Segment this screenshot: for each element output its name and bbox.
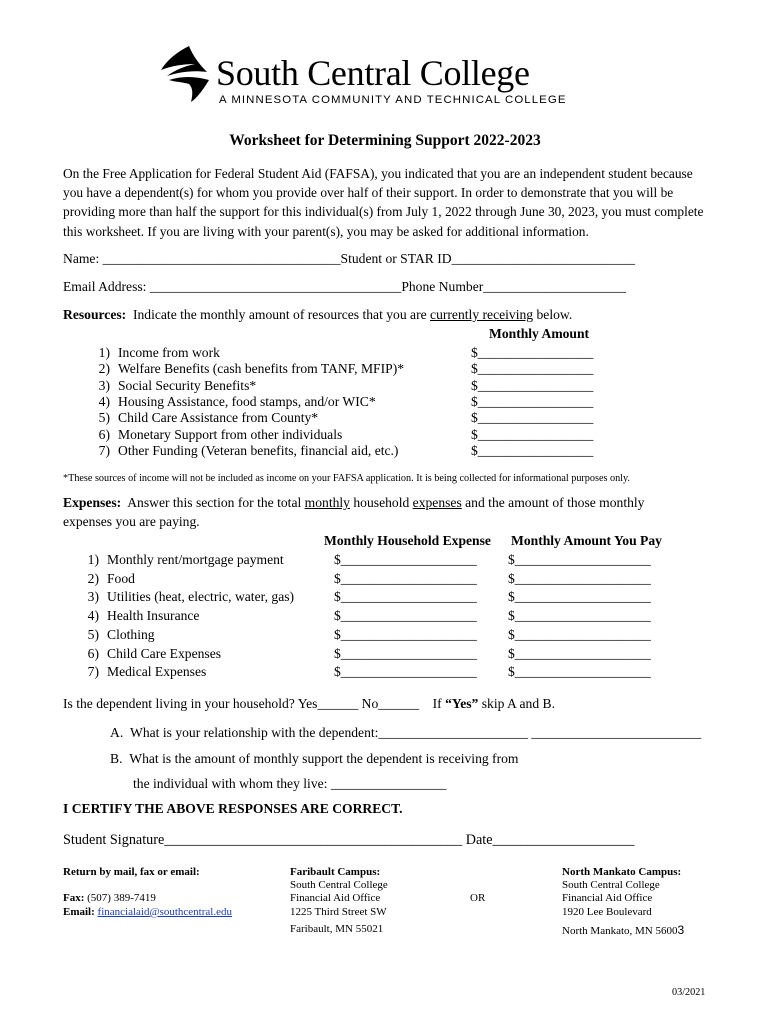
- resource-amount-field[interactable]: $_________________: [471, 427, 594, 442]
- resources-instructions: [63, 307, 572, 323]
- resource-amount-field[interactable]: $_________________: [471, 410, 594, 425]
- expense-row: 5) Clothing: [87, 627, 155, 642]
- signature-date-field[interactable]: Student Signature__________________________________________ Date____________________: [63, 832, 635, 848]
- expenses-heading: Expenses:: [63, 495, 122, 510]
- question-b: B. What is the amount of monthly support the dependent is receiving from: [110, 751, 519, 766]
- resource-row: 1) Income from work: [98, 345, 220, 360]
- expense-pay-field[interactable]: $____________________: [508, 646, 651, 661]
- page-title: Worksheet for Determining Support 2022-2023: [229, 132, 541, 149]
- resource-amount-field[interactable]: $_________________: [471, 361, 594, 376]
- resources-footnote: *These sources of income will not be included as income on your FAFSA application. It is being collected for informational purposes only.: [63, 473, 630, 484]
- name-id-field[interactable]: Name: ___________________________________Student or STAR ID___________________________: [63, 251, 636, 266]
- expense-household-field[interactable]: $____________________: [334, 589, 477, 604]
- email-line: Email: financialaid@southcentral.edu: [63, 906, 232, 918]
- expense-pay-field[interactable]: $____________________: [508, 627, 651, 642]
- resource-row: 4) Housing Assistance, food stamps, and/or WIC*: [98, 394, 376, 409]
- intro-paragraph: On the Free Application for Federal Student Aid (FAFSA), you indicated that you are an independent student because you have a dependent(s) for whom you provide over half of their support. In order to demonstrate that you will be providing more than half the support for this individual(s) from July 1, 2022 through June 30, 2023, you must complete this worksheet. If you are living with your parent(s), you may be asked for additional information.: [63, 166, 704, 239]
- expense-row: 1) Monthly rent/mortgage payment: [87, 552, 284, 567]
- resource-row: 2) Welfare Benefits (cash benefits from TANF, MFIP)*: [98, 361, 405, 376]
- resource-row: 7) Other Funding (Veteran benefits, financial aid, etc.): [98, 443, 399, 458]
- resources-heading: Resources:: [63, 307, 127, 322]
- return-label: Return by mail, fax or email:: [63, 866, 200, 878]
- fax-line: Fax: (507) 389-7419: [63, 892, 156, 904]
- resources-text-after: below.: [533, 307, 573, 322]
- expense-household-field[interactable]: $____________________: [334, 664, 477, 679]
- form-date-code: 03/2021: [672, 987, 706, 998]
- resource-amount-field[interactable]: $_________________: [471, 443, 594, 458]
- expenses-instructions: Expenses: Answer this section for the total monthly household expenses and the amount of those monthly: [63, 495, 645, 510]
- resource-row: 3) Social Security Benefits*: [98, 378, 257, 393]
- expense-household-field[interactable]: $____________________: [334, 552, 477, 567]
- expense-pay-field[interactable]: $____________________: [508, 589, 651, 604]
- expenses-instructions-line2: expenses you are paying.: [63, 514, 200, 529]
- logo-college-name: South Central College: [216, 53, 530, 93]
- resource-row: 5) Child Care Assistance from County*: [98, 410, 319, 425]
- question-a[interactable]: A. What is your relationship with the dependent:______________________ _________________________: [110, 725, 702, 740]
- expense-row: 6) Child Care Expenses: [87, 646, 222, 661]
- expense-pay-field[interactable]: $____________________: [508, 664, 651, 679]
- expense-pay-field[interactable]: $____________________: [508, 552, 651, 567]
- expense-household-field[interactable]: $____________________: [334, 608, 477, 623]
- expense-row: 3) Utilities (heat, electric, water, gas): [87, 589, 295, 604]
- resource-amount-field[interactable]: $_________________: [471, 378, 594, 393]
- resources-text-before: Indicate the monthly amount of resources that you are: [132, 307, 431, 322]
- expense-row: 4) Health Insurance: [87, 608, 200, 623]
- expense-row: 2) Food: [87, 571, 135, 586]
- expense-pay-field[interactable]: $____________________: [508, 571, 651, 586]
- resource-row: 6) Monetary Support from other individuals: [98, 427, 343, 442]
- logo-subtitle: A MINNESOTA COMMUNITY AND TECHNICAL COLLEGE: [219, 94, 567, 106]
- resources-text-underlined: currently receiving: [430, 307, 534, 322]
- expense-household-field[interactable]: $____________________: [334, 571, 477, 586]
- logo-mark-icon: [159, 44, 215, 104]
- certify-statement: I CERTIFY THE ABOVE RESPONSES ARE CORRECT.: [63, 801, 403, 816]
- or-separator: OR: [470, 892, 486, 904]
- expense-pay-field[interactable]: $____________________: [508, 608, 651, 623]
- expense-household-field[interactable]: $____________________: [334, 646, 477, 661]
- amount-you-pay-header: Monthly Amount You Pay: [511, 533, 662, 548]
- expense-household-field[interactable]: $____________________: [334, 627, 477, 642]
- email-phone-field[interactable]: Email Address: _____________________________________Phone Number_____________________: [63, 279, 626, 294]
- household-expense-header: Monthly Household Expense: [324, 533, 491, 548]
- email-link[interactable]: financialaid@southcentral.edu: [97, 906, 232, 918]
- resource-amount-field[interactable]: $_________________: [471, 345, 594, 360]
- monthly-amount-header: Monthly Amount: [489, 326, 590, 341]
- resource-amount-field[interactable]: $_________________: [471, 394, 594, 409]
- question-b-line2[interactable]: the individual with whom they live: _________________: [133, 776, 447, 791]
- dependent-question[interactable]: Is the dependent living in your household? Yes______ No______ If “Yes” skip A and B.: [63, 696, 556, 711]
- expense-row: 7) Medical Expenses: [87, 664, 207, 679]
